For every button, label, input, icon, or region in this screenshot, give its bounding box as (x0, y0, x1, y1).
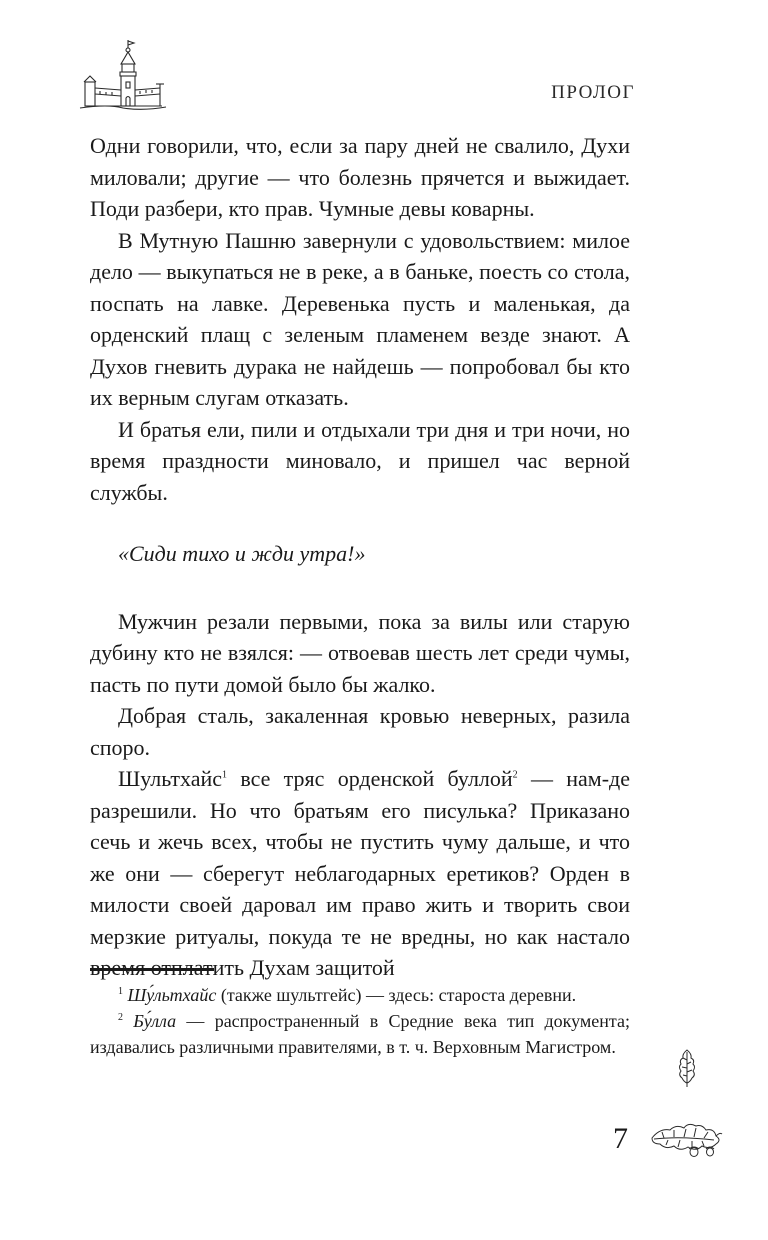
footnote-term: Шу́льтхайс (127, 985, 217, 1005)
paragraph: Добрая сталь, закаленная кровью неверных, разила споро. (90, 703, 630, 760)
footnotes (90, 982, 630, 1060)
paragraph-with-notes (90, 763, 630, 984)
paragraph: И братья ели, пили и отдыхали три дня и три ночи, но время праздности миновало, и пришел час верной службы. (90, 416, 630, 505)
footnote-text: — распространенный в Средние века тип документа; издавались различными правителями, в т. ч. Верховным Магистром. (90, 1011, 631, 1057)
paragraph: Одни говорили, что, если за пару дней не свалило, Духи миловали; другие — что болезнь прячется и выжидает. Поди разбери, кто прав. Чумные девы коварны. (90, 133, 630, 221)
footnote-marker: 2 (118, 1012, 123, 1023)
footnote (90, 982, 630, 1008)
body-text (90, 130, 630, 984)
text-run: Шультхайс (118, 766, 223, 791)
text-run: все тряс орденской буллой (227, 766, 513, 791)
oak-leaf-icon (676, 1048, 698, 1088)
paragraph: Мужчин резали первыми, пока за вилы или старую дубину кто не взялся: — отвоевав шесть лет среди чумы, пасть по пути домой было бы жалко. (90, 608, 630, 697)
footnote-ref[interactable]: 2 (512, 769, 518, 781)
oak-leaves-acorn-icon (650, 1112, 724, 1158)
footnote-ref[interactable]: 1 (222, 769, 228, 781)
footnote-marker: 1 (118, 986, 123, 997)
footnote (90, 1008, 630, 1060)
quote: «Сиди тихо и жди утра!» (118, 541, 366, 566)
footnote-term: Бу́лла (133, 1011, 177, 1031)
footnote-text: (также шультгейс) — здесь: староста деревни. (216, 985, 577, 1005)
footnote-divider (90, 968, 214, 971)
text-run: — нам-де разрешили. Но что братьям его писулька? Приказано сечь и жечь всех, чтобы не пустить чуму дальше, и что же они — сберегут неблагодарных еретиков? Орден в милости своей даровал им право жить и творить свои мерзкие ритуалы, покуда те не вредны, но как настало время отплатить Духам защитой (90, 766, 630, 980)
page-number: 7 (613, 1122, 628, 1155)
castle-tower-icon (78, 38, 168, 112)
paragraph: В Мутную Пашню завернули с удовольствием: милое дело — выкупаться не в реке, а в баньке, поесть со стола, поспать на лавке. Деревенька пусть и маленькая, да орденский плащ с зеленым пламенем везде знают. А Духов гневить дурака не найдешь — попробовал бы кто их верным слугам отказать. (90, 227, 630, 410)
running-head: ПРОЛОГ (551, 82, 635, 103)
